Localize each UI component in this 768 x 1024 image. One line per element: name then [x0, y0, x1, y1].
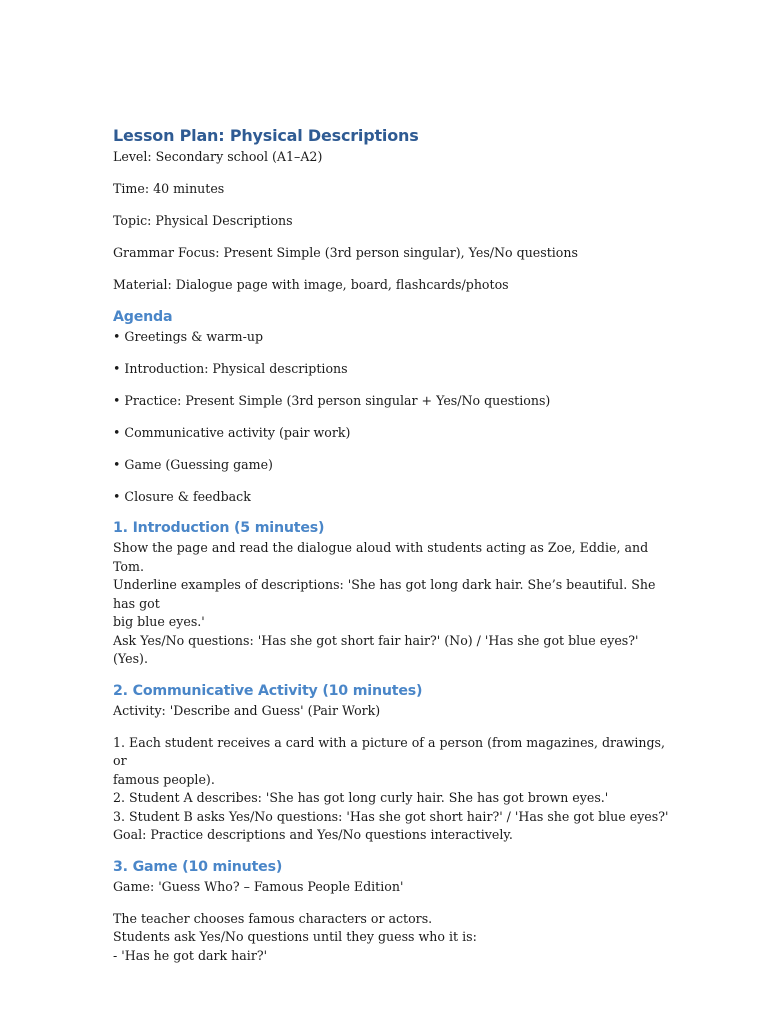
introduction-heading: 1. Introduction (5 minutes) [113, 520, 325, 536]
activity-line: Activity: 'Describe and Guess' (Pair Work) [113, 702, 381, 718]
agenda-item: • Greetings & warm-up [113, 328, 264, 344]
communicative-line: famous people). [113, 771, 215, 787]
game-body [113, 910, 673, 966]
communicative-line: 2. Student A describes: 'She has got long curly hair. She has got brown eyes.' [113, 790, 609, 805]
agenda-item: • Introduction: Physical descriptions [113, 360, 348, 376]
agenda-item: • Closure & feedback [113, 488, 251, 504]
introduction-line: big blue eyes.' [113, 614, 205, 629]
level-line: Level: Secondary school (A1–A2) [113, 149, 323, 164]
topic-line: Topic: Physical Descriptions [113, 213, 293, 228]
agenda-item: • Game (Guessing game) [113, 456, 273, 472]
introduction-line: Show the page and read the dialogue aloud with students acting as Zoe, Eddie, and Tom. [113, 540, 649, 574]
document-page [113, 124, 673, 965]
document-title: Lesson Plan: Physical Descriptions [113, 126, 419, 145]
game-name-line: Game: 'Guess Who? – Famous People Edition' [113, 878, 404, 894]
communicative-line: 1. Each student receives a card with a picture of a person (from magazines, drawings, or [113, 734, 666, 768]
game-heading: 3. Game (10 minutes) [113, 858, 283, 875]
introduction-body [113, 539, 673, 669]
introduction-line: Underline examples of descriptions: 'She has got long dark hair. She’s beautiful. She has got [113, 577, 656, 611]
agenda-item: • Communicative activity (pair work) [113, 424, 351, 440]
communicative-body [113, 734, 673, 845]
game-line: - 'Has he got dark hair?' [113, 947, 268, 963]
material-line: Material: Dialogue page with image, board, flashcards/photos [113, 277, 509, 292]
introduction-line: Ask Yes/No questions: 'Has she got short fair hair?' (No) / 'Has she got blue eyes?' (Yes). [113, 632, 639, 666]
game-line: Students ask Yes/No questions until they guess who it is: [113, 929, 477, 944]
game-line: The teacher chooses famous characters or actors. [113, 910, 433, 926]
communicative-heading: 2. Communicative Activity (10 minutes) [113, 682, 423, 699]
grammar-focus-line: Grammar Focus: Present Simple (3rd person singular), Yes/No questions [113, 245, 578, 260]
agenda-item: • Practice: Present Simple (3rd person singular + Yes/No questions) [113, 392, 551, 408]
time-line: Time: 40 minutes [113, 181, 225, 196]
communicative-line: 3. Student B asks Yes/No questions: 'Has she got short hair?' / 'Has she got blue eyes?' [113, 808, 669, 824]
communicative-line: Goal: Practice descriptions and Yes/No questions interactively. [113, 827, 513, 842]
agenda-heading: Agenda [113, 308, 173, 325]
